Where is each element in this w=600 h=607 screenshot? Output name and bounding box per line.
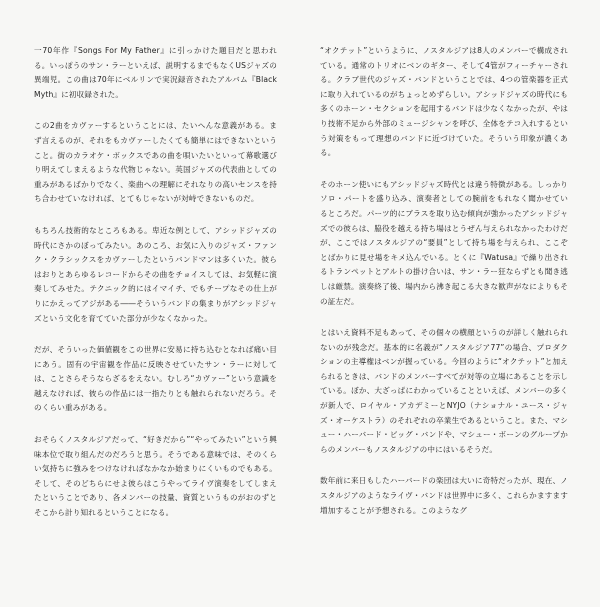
paragraph: 数年前に来日もしたハーバードの楽団は大いに奇特だったが、現在、ノスタルジアのようなライヴ・バンドは世界中に多く、これらかますます増加することが予想される。このようなグ xyxy=(320,476,568,515)
paragraph: とはいえ資料不足もあって、その個々の横顔というのが詳しく触れられないのが残念だ。基本的に名義が“ノスタルジア77”の場合、プロダクションの主導権はベンが握っている。今回のように“オクテット”と加えられるときは、バンドのメンバーすべてが対等の立場にあることを示している。ぼか、大ざっぱにわかっていることといえば、メンバーの多くが新人で、ロイヤル・アカデミーとNYJO（ナショナル・ユース・ジャズ・オーケストラ）のそれぞれの卒業生であるということ。また、マシュー・ハーバード・ビッグ・バンドや、マシュー・ボーンのグループからのメンバーもノスタルジアの中にはいるそうだ。 xyxy=(320,328,568,454)
paragraph: そのホーン使いにもアシッドジャズ時代とは違う特徴がある。しっかりソロ・パートを盛り込み、演奏者としての腕前をもれなく聞かせているところだ。パーツ的にブラスを取り込む傾向が強かったアシッドジャズでの彼らは、脇役を越える持ち場はとうぜん与えられなかったわけだが、ここではノスタルジアの“要員”として持ち場を与えられ、ここぞとばかりに見せ場をキメ込んでいる。とくに『Watusa』で繰り出されるトランペットとアルトの掛け合いは、サン・ラー狂ならずとも聞き逃しは厳禁。演奏終了後、場内から沸き起こる大きな歓声がなによりもその証左だ。 xyxy=(320,179,568,306)
paragraph: おそらくノスタルジアだって、“好きだから”“やってみたい”という興味本位で取り組んだのだろうと思う。そうである意味では、そのくらい気持ちに強みをつけなければなかなか始まりにくいものでもある。そして、そのどちらにせよ彼らはこうやってライヴ演奏をしてしまえたということであり、各メンバーの技量、資質というものがおのずとそこから計り知れるということになる。 xyxy=(34,435,277,518)
paragraph: “オクテット”というように、ノスタルジアは8人のメンバーで構成されている。通常のトリオにベンのギター、そして4管がフィーチャーされる。クラブ世代のジャズ・バンドということでは、4つの管楽器を正式に取り入れているのがちょっとめずらしい。アシッドジャズの時代にも多くのホーン・セクションを起用するバンドは少なくなかったが、やはり技術不足から外部のミュージシャンを呼び、全体をテコ入れするという対策をもって理想のバンドに近づけていた。そういう印象が濃くある。 xyxy=(320,46,568,158)
paragraph: だが、そういった価値観をこの世界に安易に持ち込むとなれば痛い目にあう。固有の宇宙観を作品に反映させていたサン・ラーに対しては、ことさらそうならざるをえない。むしろ“カヴァー”という意識を越えなければ、彼らの作品には一指たりとも触れられないだろう。そのくらい重みがある。 xyxy=(34,345,277,413)
right-text-column xyxy=(320,44,568,535)
left-text-column xyxy=(34,44,277,538)
paragraph: この2曲をカヴァーするということには、たいへんな意義がある。まず言えるのが、それをもカヴァーしたくても簡単にはできないということ。街のカラオケ・ボックスであの曲を唄いたいといって幕歌選びり明えてしまえるような代物じゃない。英国ジャズの代表曲としての重みがあるばかりでなく、楽曲への理解にそれなりの高いセンスを持ち合わせていなければ、とてもじゃないが対峙できないものだ。 xyxy=(34,121,277,204)
paragraph: 一70年作『Songs For My Father』に引っかけた題目だと思われる。いっぽうのサン・ラーといえば、説明するまでもなくUSジャズの異端児。この曲は70年にベルリンで実況録音されたアルバム『Black Myth』に初収録された。 xyxy=(34,46,277,99)
paragraph: もちろん技術的なところもある。卑近な例として、アシッドジャズの時代にさかのぼってみたい。あのころ、お気に入りのジャズ・ファンク・クラシックスをカヴァーしたというバンドマンは多くいた。彼らはおりとあらゆるレコードからその曲をチョイスしては、お気軽に演奏してみせた。テクニック的にはイマイチ、でもチープなその仕上がりにかえってアジがある――そういうバンドの集まりがアシッドジャズという文化を育てていた部分が少なくなかった。 xyxy=(34,225,277,323)
